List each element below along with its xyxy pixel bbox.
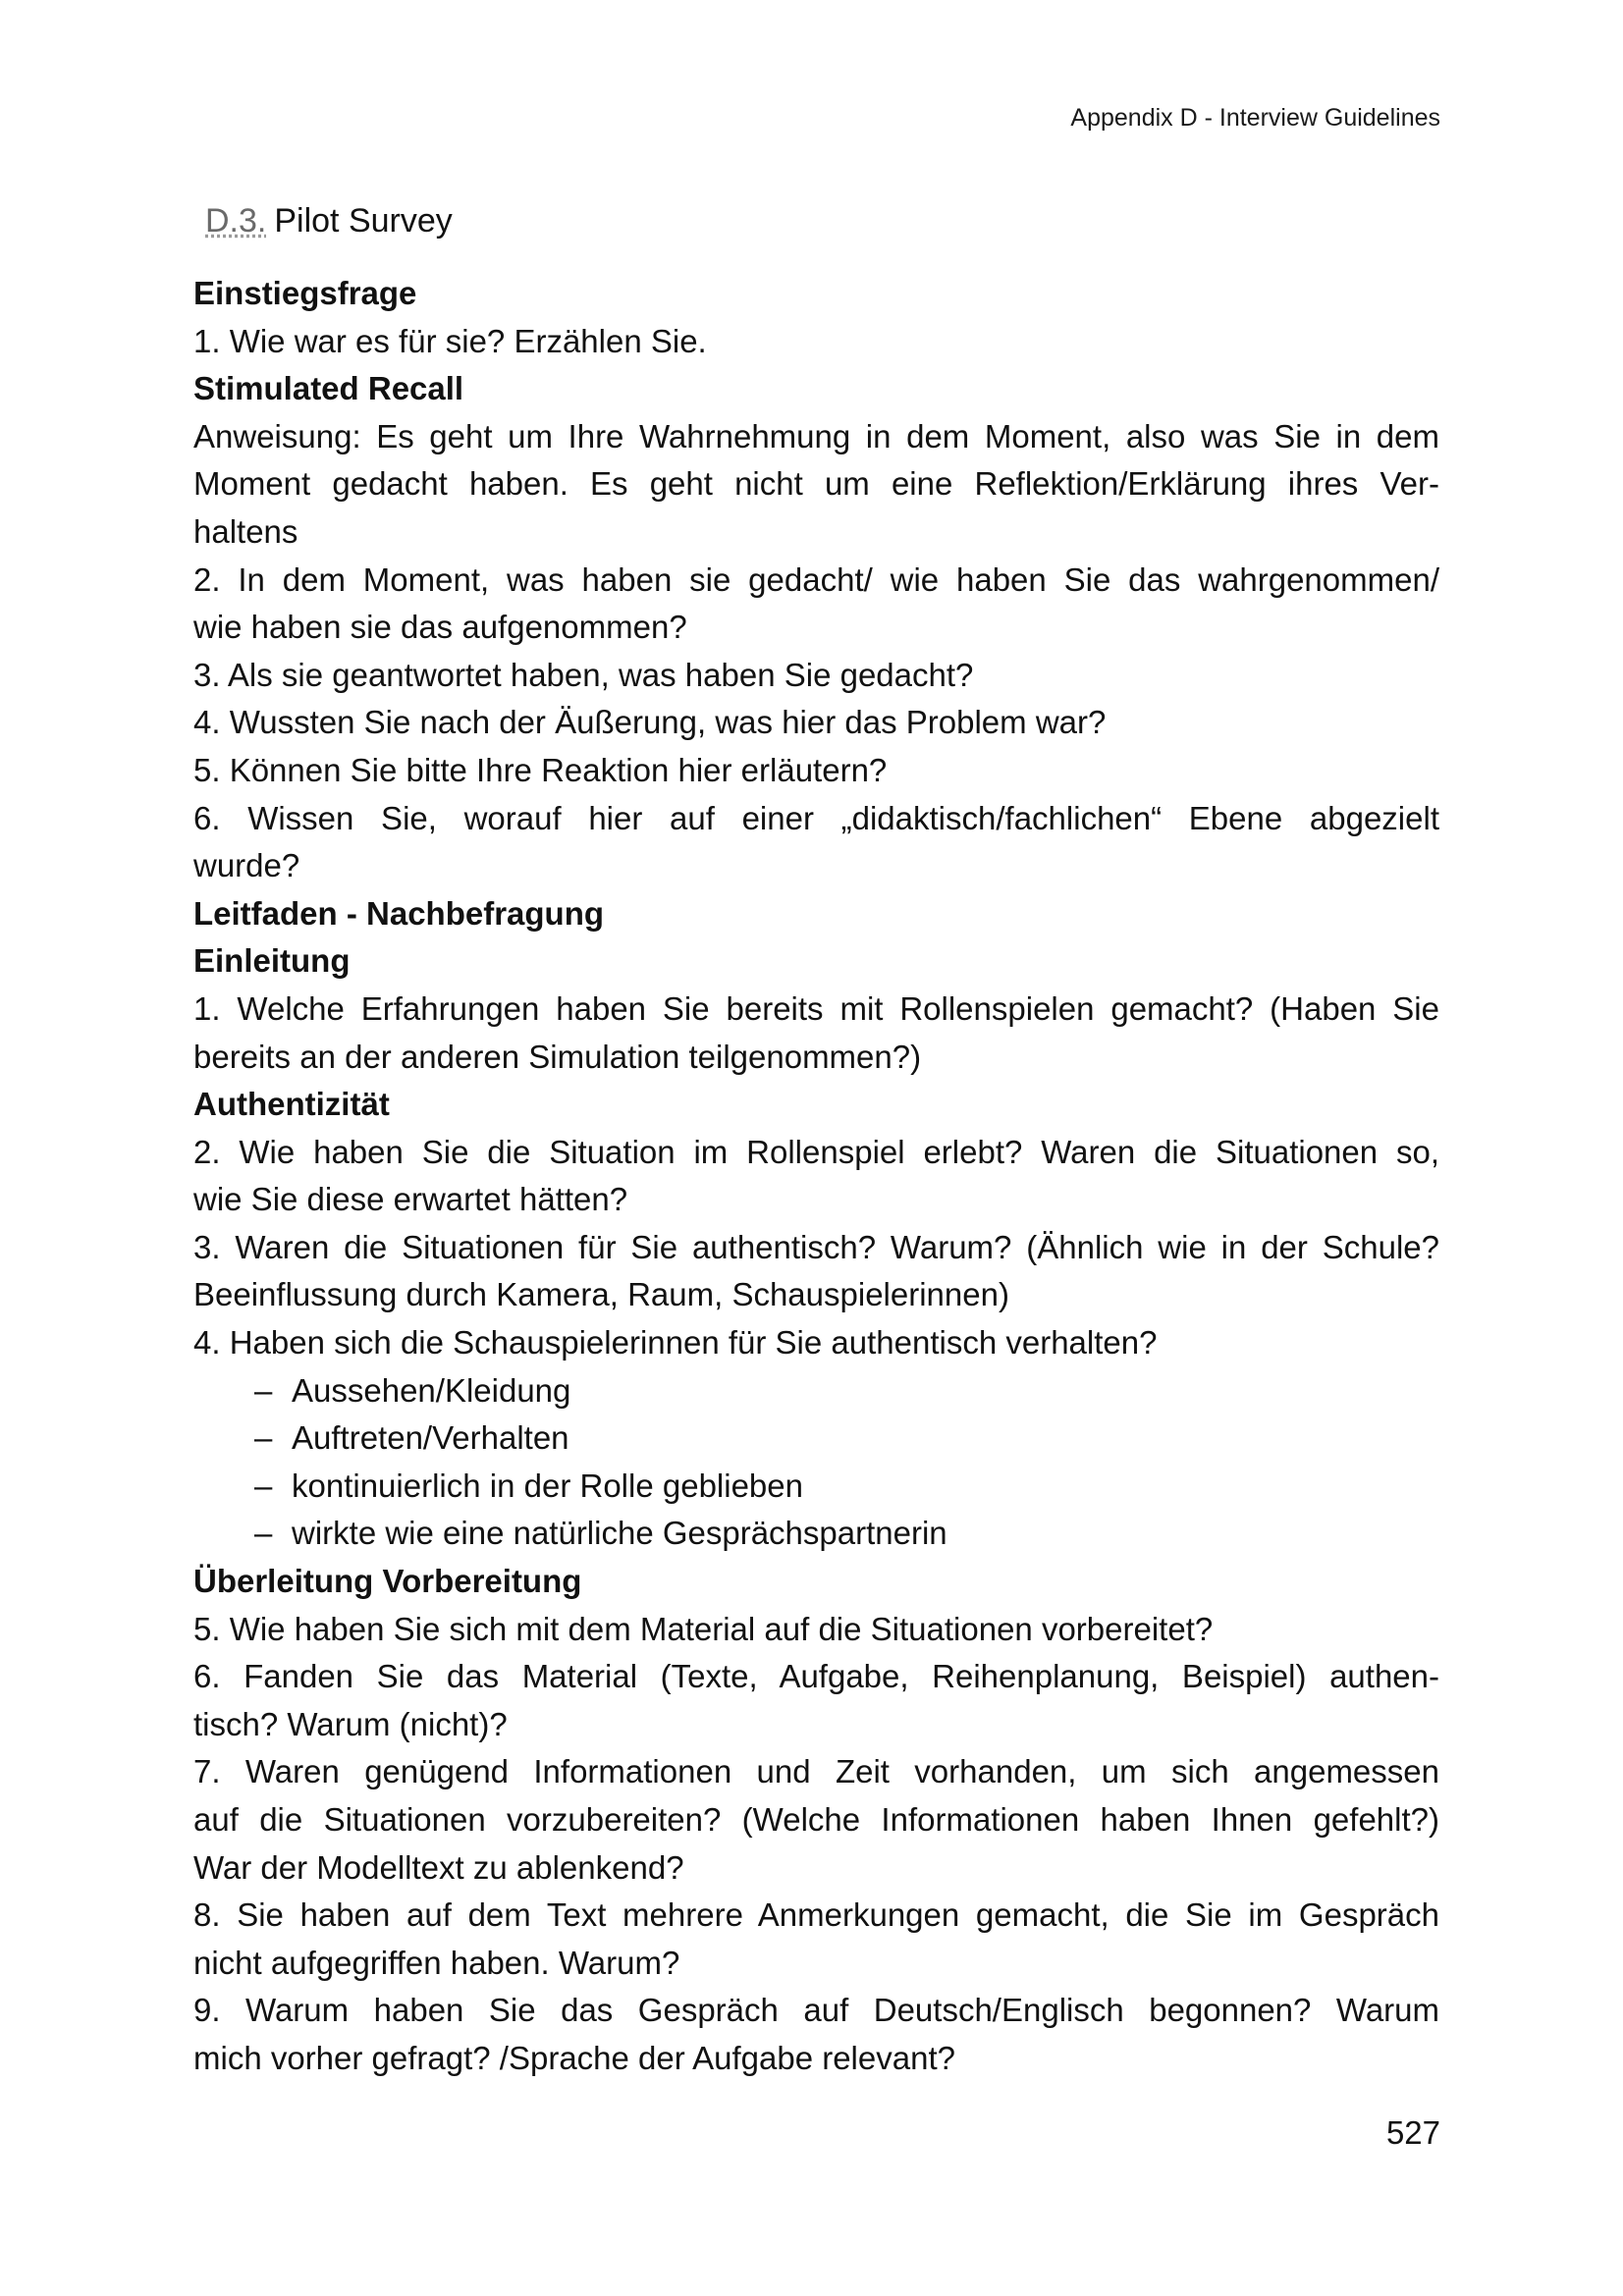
followup-7-line: War der Modelltext zu ablenkend?: [193, 1848, 684, 1886]
bullet-item: [193, 1463, 1439, 1511]
bullet-item: [193, 1367, 1439, 1415]
section-number: D.3.: [205, 202, 267, 240]
question-3: 3. Als sie geantwortet haben, was haben Sie gedacht?: [193, 656, 974, 693]
section-heading: [205, 199, 453, 242]
instruction-line: Anweisung: Es geht um Ihre Wahrnehmung in dem Moment, also was Sie in dem: [193, 417, 1439, 454]
heading-stimulated-recall: Stimulated Recall: [193, 370, 464, 407]
question-2-line: wie haben sie das aufgenommen?: [193, 609, 687, 646]
section-title: Pilot Survey: [274, 202, 453, 240]
heading-vorbereitung: Überleitung Vorbereitung: [193, 1563, 582, 1600]
followup-2-line: 2. Wie haben Sie die Situation im Rollenspiel erlebt? Waren die Situationen so,: [193, 1133, 1439, 1170]
followup-1-line: 1. Welche Erfahrungen haben Sie bereits mit Rollenspielen gemacht? (Haben Sie: [193, 989, 1439, 1027]
followup-3-line: 3. Waren die Situationen für Sie authentisch? Warum? (Ähnlich wie in der Schule?: [193, 1228, 1439, 1265]
question-6-line: 6. Wissen Sie, worauf hier auf einer „didaktisch/fachlichen“ Ebene abgezielt: [193, 799, 1439, 836]
followup-1-line: bereits an der anderen Simulation teilgenommen?): [193, 1038, 922, 1075]
question-2-line: 2. In dem Moment, was haben sie gedacht/ wie haben Sie das wahrgenommen/: [193, 561, 1439, 598]
question-5: 5. Können Sie bitte Ihre Reaktion hier erläutern?: [193, 751, 888, 788]
bullet-text: kontinuierlich in der Rolle geblieben: [292, 1467, 803, 1504]
followup-3-line: Beeinflussung durch Kamera, Raum, Schauspielerinnen): [193, 1276, 1009, 1313]
bullet-text: Aussehen/Kleidung: [292, 1371, 571, 1409]
dash-bullet-icon: –: [254, 1419, 273, 1457]
followup-2-line: wie Sie diese erwartet hätten?: [193, 1181, 628, 1218]
question-1: 1. Wie war es für sie? Erzählen Sie.: [193, 322, 707, 359]
followup-6-line: 6. Fanden Sie das Material (Texte, Aufgabe, Reihenplanung, Beispiel) authen-: [193, 1658, 1439, 1695]
dash-bullet-icon: –: [254, 1515, 273, 1552]
heading-leitfaden: Leitfaden - Nachbefragung: [193, 894, 605, 932]
dash-bullet-icon: –: [254, 1371, 273, 1409]
followup-7-line: 7. Waren genügend Informationen und Zeit vorhanden, um sich angemessen: [193, 1753, 1439, 1790]
followup-8-line: nicht aufgegriffen haben. Warum?: [193, 1944, 680, 1981]
running-header: Appendix D - Interview Guidelines: [1070, 104, 1440, 132]
document-body: [193, 270, 1439, 2083]
followup-7-line: auf die Situationen vorzubereiten? (Welche Informationen haben Ihnen gefehlt?): [193, 1801, 1439, 1838]
heading-einleitung: Einleitung: [193, 942, 351, 980]
bullet-text: wirkte wie eine natürliche Gesprächspartnerin: [292, 1515, 947, 1552]
bullet-item: [193, 1510, 1439, 1558]
bullet-text: Auftreten/Verhalten: [292, 1419, 569, 1457]
followup-4: 4. Haben sich die Schauspielerinnen für Sie authentisch verhalten?: [193, 1324, 1158, 1362]
instruction-line: haltens: [193, 512, 298, 550]
instruction-line: Moment gedacht haben. Es geht nicht um eine Reflektion/Erklärung ihres Ver-: [193, 465, 1439, 503]
question-6-line: wurde?: [193, 847, 300, 884]
dash-bullet-icon: –: [254, 1467, 273, 1504]
followup-6-line: tisch? Warum (nicht)?: [193, 1705, 508, 1742]
followup-8-line: 8. Sie haben auf dem Text mehrere Anmerkungen gemacht, die Sie im Gespräch: [193, 1896, 1439, 1934]
followup-5: 5. Wie haben Sie sich mit dem Material auf die Situationen vorbereitet?: [193, 1610, 1214, 1647]
heading-einstiegsfrage: Einstiegsfrage: [193, 275, 417, 311]
followup-9-line: 9. Warum haben Sie das Gespräch auf Deutsch/Englisch begonnen? Warum: [193, 1992, 1439, 2029]
page-number: 527: [1385, 2114, 1440, 2151]
heading-authentizitaet: Authentizität: [193, 1086, 390, 1123]
bullet-item: [193, 1415, 1439, 1463]
question-4: 4. Wussten Sie nach der Äußerung, was hier das Problem war?: [193, 704, 1107, 741]
followup-9-line: mich vorher gefragt? /Sprache der Aufgabe relevant?: [193, 2039, 955, 2076]
